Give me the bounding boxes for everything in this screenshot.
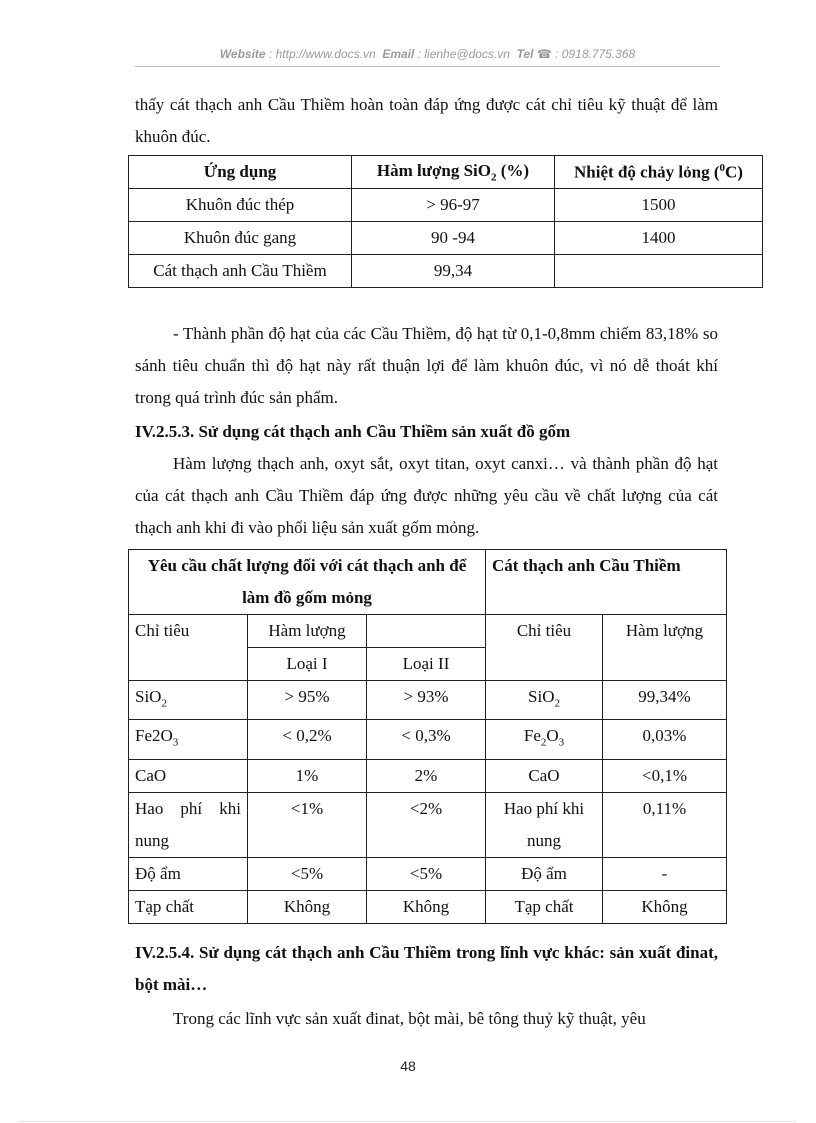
cell-criteria-right (486, 681, 603, 720)
cell-criteria: Tạp chất (129, 890, 248, 923)
requirements-header: Yêu cầu chất lượng đối với cát thạch anh để làm đồ gốm mỏng (129, 550, 486, 615)
grain-paragraph: - Thành phần độ hạt của các Cầu Thiềm, độ hạt từ 0,1-0,8mm chiếm 83,18% so sánh tiêu chuẩn thì độ hạt này rất thuận lợi để làm khuôn đúc, vì nó dễ thoát khí trong quá trình đúc sản phẩm. (135, 324, 718, 407)
criteria-right-sub: 2 (554, 697, 560, 710)
cell-criteria (129, 720, 248, 759)
cell-criteria: CaO (129, 759, 248, 792)
cell-application: Cát thạch anh Cầu Thiềm (129, 255, 352, 288)
cell-melting: 1400 (555, 222, 763, 255)
cell-type-1: < 0,2% (248, 720, 367, 759)
page-header (135, 47, 720, 61)
col-sio2-text: Hàm lượng SiO (376, 160, 491, 180)
criteria-right-sub2: 3 (558, 736, 565, 749)
website-label: Website (219, 47, 266, 61)
col-melting-sup: 0 (719, 161, 725, 174)
cell-value-right: Không (603, 890, 727, 923)
col-sio2-tail: (%) (496, 160, 530, 180)
cell-sio2: 99,34 (352, 255, 555, 288)
table-header-row (129, 550, 727, 615)
cell-criteria-right: Tạp chất (486, 890, 603, 923)
cell-value-right: <0,1% (603, 759, 727, 792)
cell-sio2: > 96-97 (352, 189, 555, 222)
cell-melting (555, 255, 763, 288)
ceramic-paragraph: Hàm lượng thạch anh, oxyt sắt, oxyt titan, oxyt canxi… và thành phần độ hạt của cát thạch anh Cầu Thiềm đáp ứng được những yêu cầu về chất lượng của cát thạch anh khi đi vào phối liệu sản xuất gốm mỏng. (135, 454, 718, 537)
table-subheader-row (129, 615, 727, 648)
cell-type-2: <2% (367, 792, 486, 857)
cell-value-right: 0,11% (603, 792, 727, 857)
ceramic-requirements-table (128, 549, 727, 924)
table-row (129, 720, 727, 759)
cell-type-1: <1% (248, 792, 367, 857)
cell-value-right: 0,03% (603, 720, 727, 759)
table-row (129, 857, 727, 890)
criteria-right-text: Fe (523, 726, 541, 746)
table-row (129, 189, 763, 222)
criteria-sub: 3 (172, 736, 179, 749)
table-row (129, 759, 727, 792)
cell-type-2: 2% (367, 759, 486, 792)
criteria-right-mid: O (546, 726, 559, 746)
table-row (129, 681, 727, 720)
subheader-type-1: Loại I (248, 648, 367, 681)
col-application-header: Ứng dụng (129, 156, 352, 189)
cell-type-1: Không (248, 890, 367, 923)
section-heading-other: IV.2.5.4. Sử dụng cát thạch anh Cầu Thiềm trong lĩnh vực khác: sản xuất đinat, bột mài… (135, 943, 718, 994)
subheader-empty (367, 615, 486, 648)
cell-criteria-right: Độ ẩm (486, 857, 603, 890)
table-row (129, 890, 727, 923)
table-row (129, 222, 763, 255)
subheader-content-right: Hàm lượng (603, 615, 727, 681)
criteria-right-text: SiO (528, 687, 555, 706)
cell-type-2: > 93% (367, 681, 486, 720)
cell-application: Khuôn đúc thép (129, 189, 352, 222)
cell-criteria (129, 681, 248, 720)
col-melting-tail: C) (725, 162, 743, 182)
criteria-text: SiO (135, 687, 162, 706)
tel-label: Tel ☎ (516, 47, 552, 61)
criteria-sub: 2 (161, 697, 167, 710)
cell-type-1: 1% (248, 759, 367, 792)
other-paragraph: Trong các lĩnh vực sản xuất đinat, bột mài, bê tông thuỷ kỹ thuật, yêu (173, 1009, 646, 1028)
criteria-text: Fe2O (135, 726, 173, 746)
cell-type-2: <5% (367, 857, 486, 890)
cell-value-right: - (603, 857, 727, 890)
cell-type-1: > 95% (248, 681, 367, 720)
email-label: Email (382, 47, 415, 61)
foundry-table (128, 155, 763, 288)
subheader-content: Hàm lượng (248, 615, 367, 648)
email-value: : lienhe@docs.vn (417, 47, 510, 61)
cell-criteria: Độ ẩm (129, 857, 248, 890)
cell-melting: 1500 (555, 189, 763, 222)
cell-criteria-right (486, 720, 603, 759)
table-row (129, 255, 763, 288)
tel-value: : 0918.775.368 (555, 47, 636, 61)
header-divider (135, 66, 720, 67)
cell-application: Khuôn đúc gang (129, 222, 352, 255)
col-sio2-header (352, 156, 555, 189)
cell-criteria: Hao phí khi nung (129, 792, 248, 857)
cell-criteria-right: CaO (486, 759, 603, 792)
subheader-criteria-right: Chỉ tiêu (486, 615, 603, 681)
cell-type-2: < 0,3% (367, 720, 486, 759)
cell-type-1: <5% (248, 857, 367, 890)
cau-thiem-header: Cát thạch anh Cầu Thiềm (486, 550, 727, 615)
col-melting-header (555, 156, 763, 189)
page-number: 48 (400, 1058, 416, 1074)
cell-criteria-right: Hao phí khi nung (486, 792, 603, 857)
table-row (129, 792, 727, 857)
criteria-right-sub: 2 (540, 736, 547, 749)
subheader-criteria: Chỉ tiêu (129, 615, 248, 681)
intro-paragraph: thấy cát thạch anh Cầu Thiềm hoàn toàn đáp ứng được cát chỉ tiêu kỹ thuật để làm khuôn đúc. (135, 95, 718, 146)
section-heading-ceramic: IV.2.5.3. Sử dụng cát thạch anh Cầu Thiềm sản xuất đồ gốm (135, 422, 571, 441)
cell-value-right: 99,34% (603, 681, 727, 720)
cell-sio2: 90 -94 (352, 222, 555, 255)
cell-type-2: Không (367, 890, 486, 923)
table-header-row (129, 156, 763, 189)
col-melting-text: Nhiệt độ chảy lỏng ( (574, 162, 720, 182)
website-value: : http://www.docs.vn (268, 47, 376, 61)
footer-divider (20, 1121, 796, 1122)
col-sio2-sub: 2 (491, 171, 497, 184)
subheader-type-2: Loại II (367, 648, 486, 681)
